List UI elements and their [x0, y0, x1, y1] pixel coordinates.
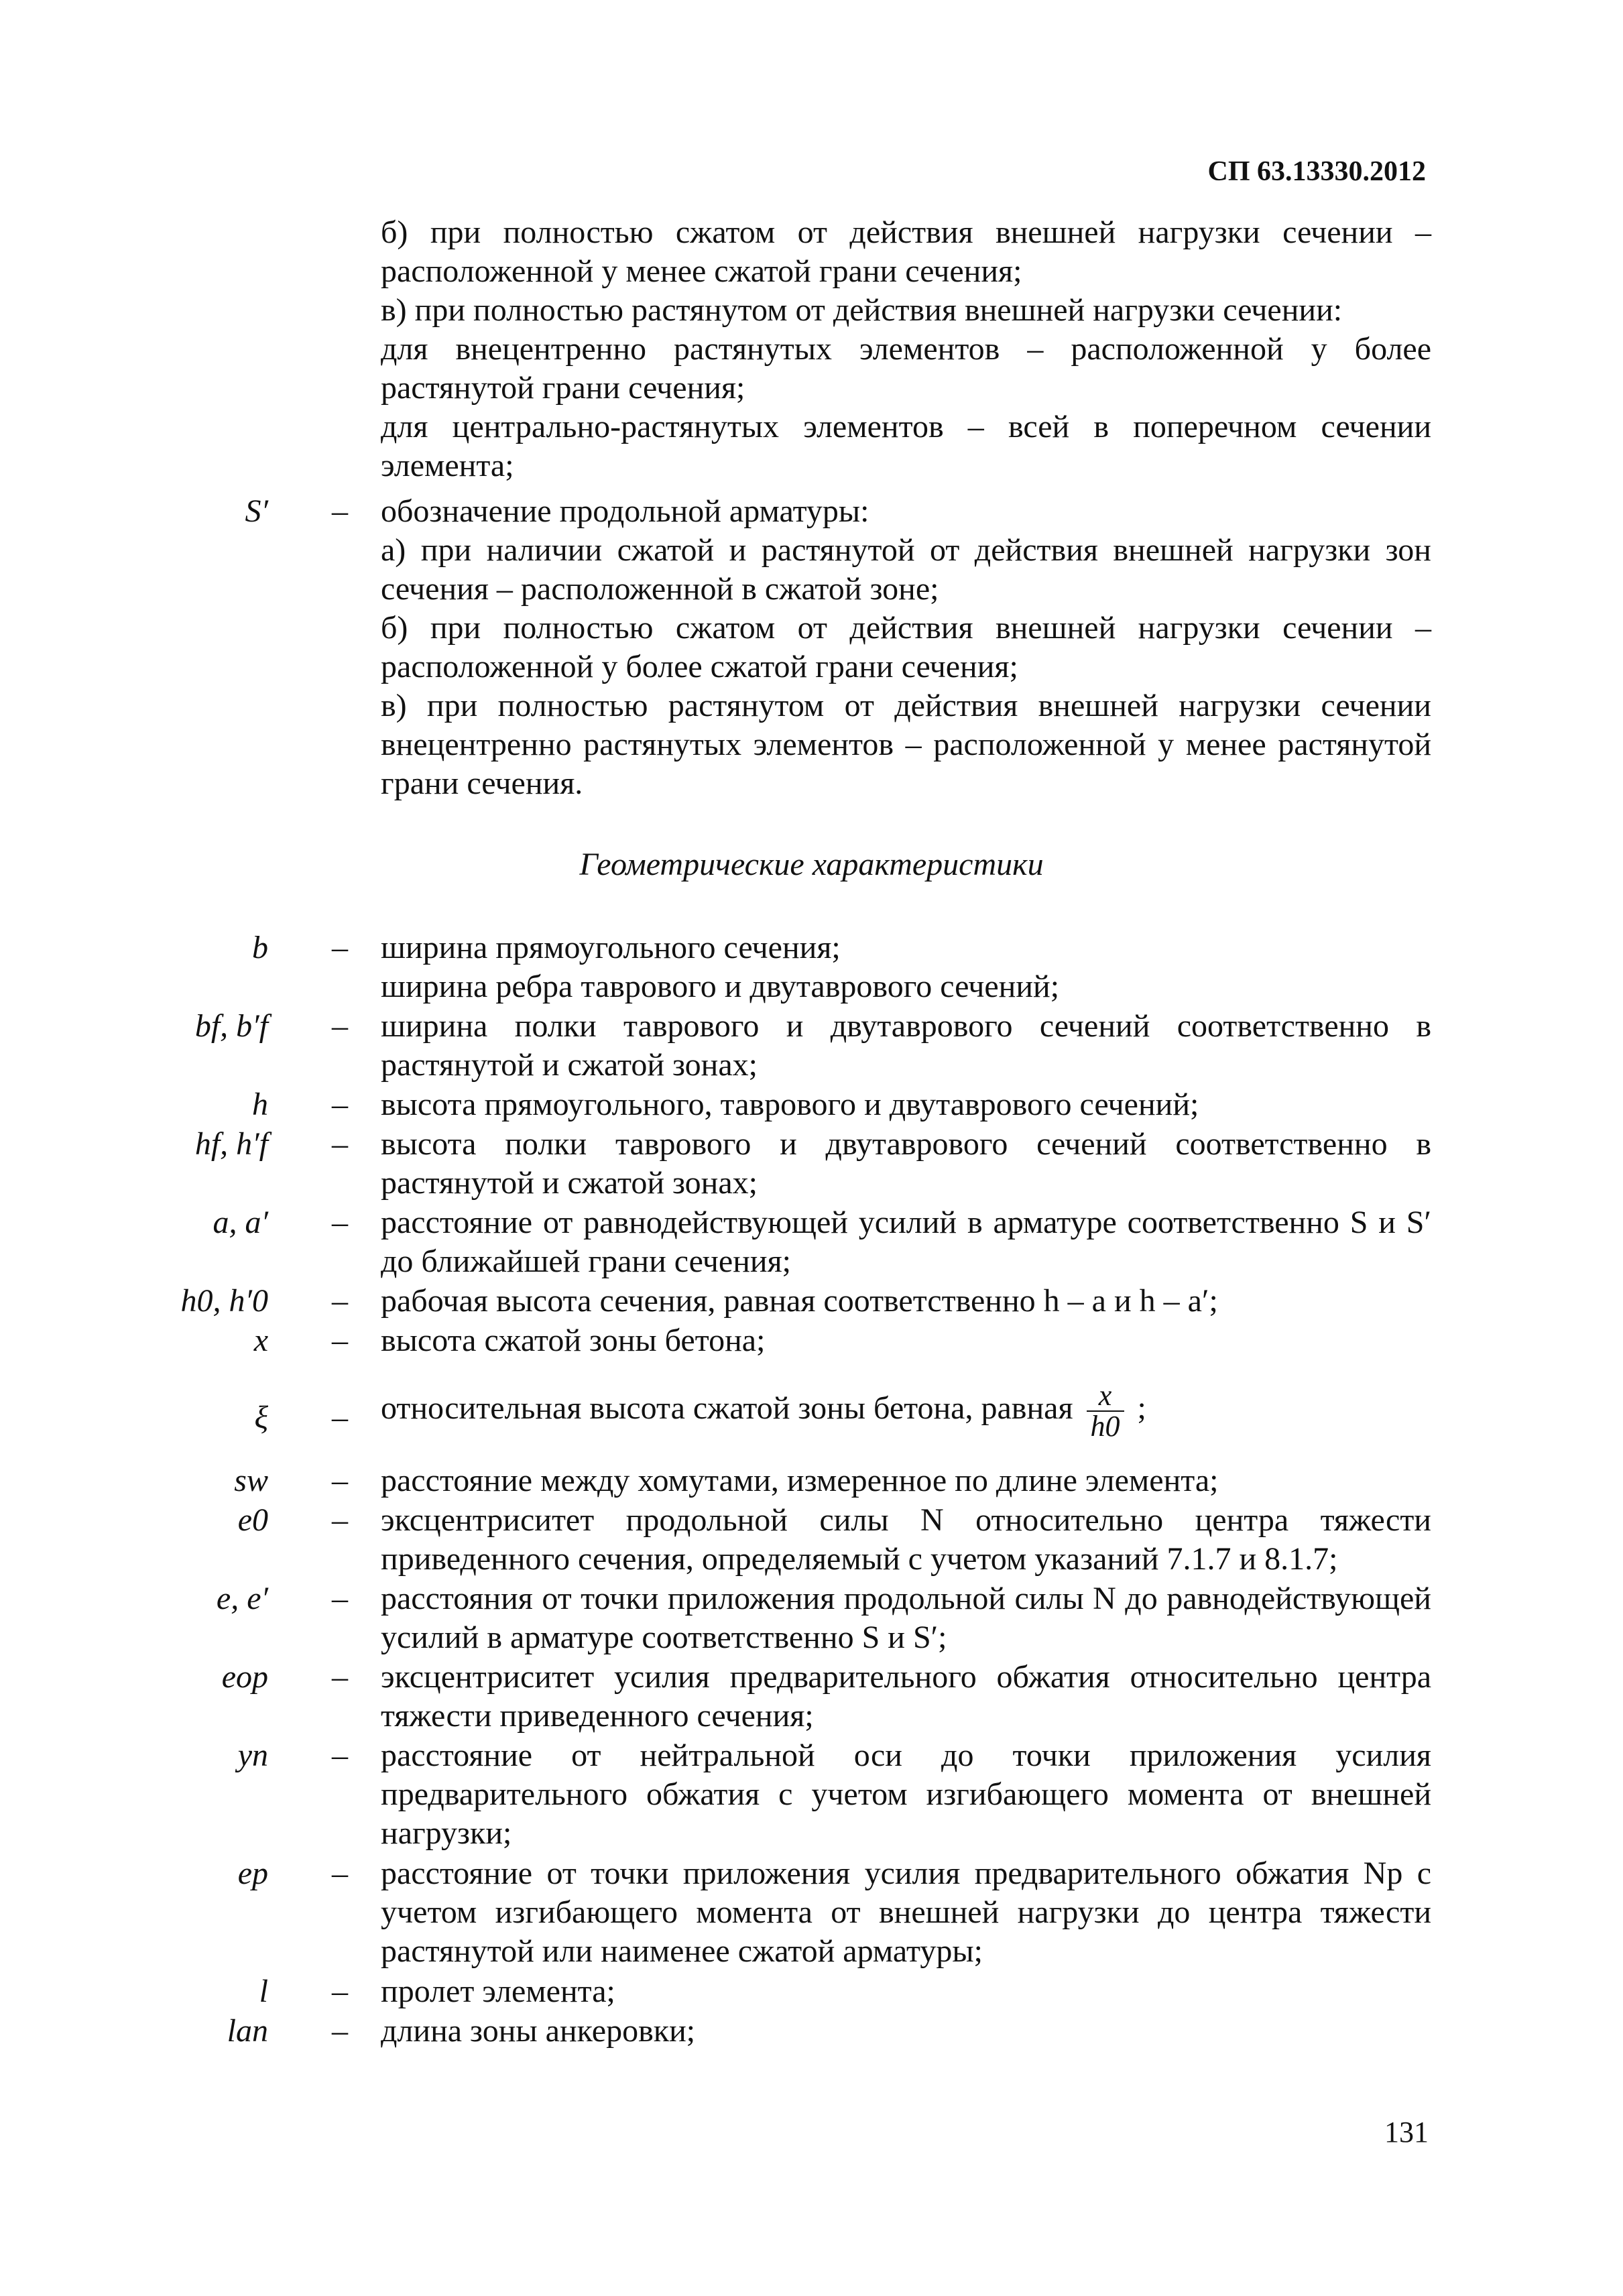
definition-text	[381, 928, 1431, 1006]
definition-text	[381, 1321, 1431, 1360]
definition-text	[381, 1501, 1431, 1579]
definition-line: ширина ребра таврового и двутаврового сечений;	[381, 969, 1060, 1004]
definition-text	[381, 1461, 1431, 1500]
definition-line: расстояние между хомутами, измеренное по длине элемента;	[381, 1463, 1219, 1498]
definition-symbol: a, a′	[213, 1205, 268, 1240]
definition-symbol: hf, h′f	[194, 1126, 268, 1162]
definition-line: относительная высота сжатой зоны бетона, равная	[381, 1390, 1073, 1427]
definition-text	[381, 1085, 1431, 1124]
intro-item-v: в) при полностью растянутом от действия внешней нагрузки сечении:	[381, 292, 1343, 328]
definition-line: длина зоны анкеровки;	[381, 2013, 696, 2049]
fraction-numerator: x	[1087, 1381, 1124, 1412]
definition-line: расстояния от точки приложения продольной силы N до равнодействующей усилий в арматуре соответственно S и S′;	[381, 1581, 1431, 1655]
definition-line: ширина прямоугольного сечения;	[381, 930, 841, 965]
definition-line: расстояние от нейтральной оси до точки приложения усилия предварительного обжатия с учетом изгибающего момента от внешней нагрузки;	[381, 1738, 1431, 1851]
definition-line: высота сжатой зоны бетона;	[381, 1323, 766, 1358]
definition-dash: –	[332, 1502, 348, 1538]
definition-line: расстояние от точки приложения усилия предварительного обжатия Np с учетом изгибающего момента от внешней нагрузки до центра тяжести растянутой или наименее сжатой арматуры;	[381, 1856, 1431, 1969]
definition-text	[381, 1282, 1431, 1321]
definition-text	[381, 1381, 1431, 1441]
s-prime-line: в) при полностью растянутом от действия внешней нагрузки сечении внецентренно растянутых элементов – расположенной у менее растянутой грани сечения.	[381, 688, 1431, 801]
document-code-header: СП 63.13330.2012	[1207, 156, 1426, 187]
definition-dash: –	[332, 1738, 348, 1773]
definition-symbol: h0, h′0	[180, 1283, 268, 1319]
definition-symbol: bf, b′f	[194, 1008, 268, 1044]
intro-item-eccentric: для внецентренно растянутых элементов – расположенной у более растянутой грани сечения;	[381, 331, 1431, 406]
definition-text	[381, 1579, 1431, 1657]
definition-symbol: sw	[234, 1463, 268, 1498]
definition-line: эксцентриситет усилия предварительного обжатия относительно центра тяжести приведенного сечения;	[381, 1659, 1431, 1734]
definition-dash: –	[332, 2013, 348, 2049]
section-heading: Геометрические характеристики	[579, 847, 1044, 882]
definition-line: пролет элемента;	[381, 1974, 615, 2009]
definition-dash: –	[332, 1126, 348, 1162]
definition-text	[381, 1203, 1431, 1281]
intro-block	[381, 213, 1431, 485]
definition-dash: –	[332, 1008, 348, 1044]
definition-text	[381, 1972, 1431, 2011]
intro-item-b: б) при полностью сжатом от действия внешней нагрузки сечении – расположенной у менее сжатой грани сечения;	[381, 215, 1431, 289]
definition-symbol: e0	[237, 1502, 268, 1538]
s-prime-line: а) при наличии сжатой и растянутой от действия внешней нагрузки зон сечения – расположенной в сжатой зоне;	[381, 532, 1431, 607]
definition-dash: –	[332, 493, 348, 529]
definition-line: эксцентриситет продольной силы N относительно центра тяжести приведенного сечения, определяемый с учетом указаний 7.1.7 и 8.1.7;	[381, 1502, 1431, 1577]
fraction-x-over-h0	[1087, 1381, 1124, 1441]
definition-line: расстояние от равнодействующей усилий в арматуре соответственно S и S′ до ближайшей грани сечения;	[381, 1205, 1431, 1279]
definition-text	[381, 1125, 1431, 1203]
definition-dash: –	[332, 1283, 348, 1319]
definition-dash: –	[332, 1974, 348, 2009]
s-prime-line: обозначение продольной арматуры:	[381, 493, 869, 529]
definition-dash: –	[332, 1323, 348, 1358]
definition-dash: –	[332, 930, 348, 965]
definition-symbol: b	[252, 930, 268, 965]
definition-symbol: ξ	[254, 1400, 268, 1435]
fraction-denominator: h0	[1090, 1410, 1120, 1443]
definition-symbol: h	[252, 1087, 268, 1122]
definition-dash: –	[332, 1400, 348, 1435]
definition-dash: –	[332, 1463, 348, 1498]
definition-symbol: ep	[237, 1856, 268, 1891]
definition-dash: –	[332, 1205, 348, 1240]
definition-text	[381, 1658, 1431, 1736]
definition-symbol: lan	[227, 2013, 268, 2049]
definition-symbol: eop	[221, 1659, 268, 1695]
definition-symbol: yn	[237, 1738, 268, 1773]
definition-symbol: S′	[245, 493, 268, 529]
definition-dash: –	[332, 1087, 348, 1122]
definition-line: высота полки таврового и двутаврового сечений соответственно в растянутой и сжатой зонах;	[381, 1126, 1431, 1201]
definition-dash: –	[332, 1659, 348, 1695]
definition-text	[381, 1736, 1431, 1853]
definition-symbol: e, e′	[216, 1581, 268, 1616]
intro-item-central: для центрально-растянутых элементов – всей в поперечном сечении элемента;	[381, 409, 1431, 483]
definition-line: рабочая высота сечения, равная соответственно h – a и h – a′;	[381, 1283, 1218, 1319]
definition-dash: –	[332, 1856, 348, 1891]
definition-line: высота прямоугольного, таврового и двутаврового сечений;	[381, 1087, 1199, 1122]
definition-text	[381, 1854, 1431, 1971]
definition-text	[381, 2012, 1431, 2051]
definition-dash: –	[332, 1581, 348, 1616]
s-prime-line: б) при полностью сжатом от действия внешней нагрузки сечении – расположенной у более сжатой грани сечения;	[381, 610, 1431, 684]
page-number: 131	[1384, 2116, 1429, 2149]
definition-symbol: x	[253, 1323, 268, 1358]
definition-text	[381, 492, 1431, 803]
definition-symbol: l	[259, 1974, 268, 2009]
definition-text	[381, 1007, 1431, 1085]
definition-line: ширина полки таврового и двутаврового сечений соответственно в растянутой и сжатой зонах;	[381, 1008, 1431, 1083]
definition-trailing-punctuation: ;	[1137, 1390, 1146, 1427]
